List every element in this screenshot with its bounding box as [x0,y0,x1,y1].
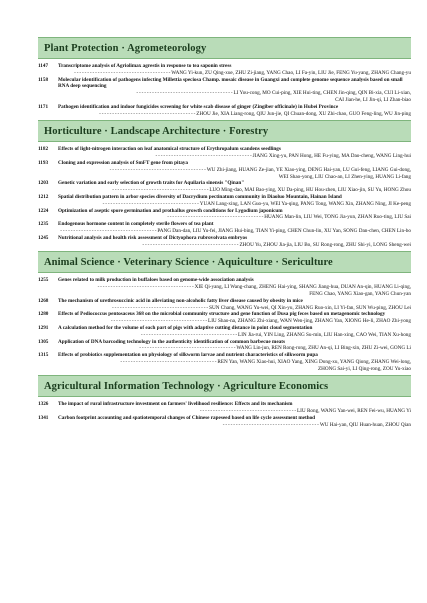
page-number: 1158 [38,76,49,83]
toc-entry[interactable] [38,401,411,415]
article-title[interactable]: Optimization of aseptic spore germination and prothallus growth conditions for Lygodium japonicum [58,207,283,214]
dot-leader: - - - - - - - - - - - - - - - - - - - - - - - - - - - - - - - - - - - - - [60,227,158,234]
article-title[interactable]: Application of DNA barcoding technology in the authenticity identification of common barbecue meats [58,338,285,345]
article-title[interactable]: Nutritional analysis and health risk assessment of Dictyophora rubrovolvata embryos [58,234,248,241]
article-authors [58,70,411,77]
authors-text: YUAN Lang-xing, LAN Guo-yu, WEI Ya-qing, PANG Tong, WANG Xin, ZHANG Ning, JI Ke-peng [199,200,411,207]
dot-leader: - - - - - - - - - - - - - - - - - - - - - - - - - - - - - - - - - - - - - [99,110,197,117]
page-number: 1212 [38,193,49,200]
article-title[interactable]: Cloning and expression analysis of SmFT gene from pitaya [58,159,188,166]
section-heading: Plant Protection · Agrometeorology [38,37,411,59]
authors-text: WU Hai-yan, QIU Huan-huan, ZHOU Qian [319,421,411,428]
dot-leader: - - - - - - - - - - - - - - - - - - - - - - - - - - - - - - - - - - - - - [167,214,265,221]
authors-text: REN Yan, WANG Xiao-hui, XIAO Yang, XING Dong-xu, YANG Qiong, ZHANG Wei-long, [217,358,411,365]
page-number: 1305 [38,338,49,345]
page-number: 1291 [38,324,49,331]
dot-leader: - - - - - - - - - - - - - - - - - - - - - - - - - - - - - - - - - - - - - [111,304,210,311]
authors-text: LIU Rong, WANG Yan-wei, REN Fei-wu, HUANG Yi [297,408,411,415]
dot-leader: - - - - - - - - - - - - - - - - - - - - - - - - - - - - - - - - - - - - - [97,284,195,291]
toc-entry[interactable] [38,339,411,353]
toc-entry[interactable] [38,311,411,325]
article-authors-continued: FENG Chao, YANG Xiao-gan, YANG Chun-yan [309,290,411,297]
page-number: 1315 [38,352,49,359]
article-title[interactable]: Carbon footprint accounting and spatiotemporal changes of Chinese rapeseed based on life cycle assessment method [58,415,316,422]
article-title[interactable]: Effects of Pediococcus pentosaceus 368 on the microbial community structure and gene function of Dusa pig feces based on metagenomic technology [58,311,386,318]
toc-entry[interactable] [38,160,411,180]
toc-entry[interactable] [38,415,411,429]
article-authors [58,305,411,312]
article-authors [58,408,411,415]
authors-text: SUN Chang, WANG Yu-wei, QI Xin-yu, ZHANG Ruo-xin, LI Yi-fan, SUN Wu-ping, ZHOU Lei [209,304,411,311]
page-number: 1182 [38,146,49,153]
section-heading: Agricultural Information Technology · Agriculture Economics [38,375,411,397]
dot-leader: - - - - - - - - - - - - - - - - - - - - - - - - - - - - - - - - - - - - - [140,331,239,338]
dot-leader: - - - - - - - - - - - - - - - - - - - - - - - - - - - - - - - - - - - - - [74,69,172,76]
toc-entry[interactable] [38,352,411,372]
dot-leader: - - - - - - - - - - - - - - - - - - - - - - - - - - - - - - - - - - - - - [112,187,210,194]
dot-leader: - - - - - - - - - - - - - - - - - - - - - - - - - - - - - - - - - - - - - [222,421,320,428]
article-authors [58,111,411,118]
authors-text: ZHOU Jie, XIA Liang-rong, QIU Jun-jie, QI Chuan-dong, XU Zhi-chao, GUO Feng-ling, WU Jin-ping [196,110,411,117]
page-number: 1280 [38,311,49,318]
authors-text: XIE Qi-yang, LI Wang-chang, ZHENG Hai-ying, SHANG Jiang-hua, DUAN An-qin, HUANG Li-qing, [194,284,411,291]
article-authors [58,153,411,160]
article-authors [58,187,411,194]
page-number: 1268 [38,297,49,304]
article-authors-continued: WEI Shao-yong, LIU Chao-an, LI Zhen-ying, HUANG Li-fang [278,173,411,180]
toc-entry[interactable] [38,180,411,194]
article-authors [58,167,411,174]
article-title[interactable]: Genetic variation and early selection of growth traits for Aquilaria sinensis "Qinan" [58,180,245,187]
article-title[interactable]: A calculation method for the volume of each part of pigs with adaptive cutting distance in point cloud segmentation [58,324,313,331]
article-title[interactable]: Effects of probiotics supplementation on physiology of silkworm larvae and nutrient characteristics of silkworm pupa [58,352,318,359]
page-number: 1341 [38,415,49,422]
toc-entry[interactable] [38,298,411,312]
dot-leader: - - - - - - - - - - - - - - - - - - - - - - - - - - - - - - - - - - - - - [142,241,240,248]
article-title[interactable]: Transcriptome analysis of Agriolimax agrestis in response to tea saponin stress [58,63,232,69]
toc-entry[interactable] [38,104,411,118]
article-authors [58,242,411,249]
page-number: 1255 [38,277,49,284]
article-authors-continued: ZHONG Sai-yi, LI Qing-rong, ZOU Yu-xiao [317,365,411,372]
authors-text: LUO Ming-dao, MAI Bao-ying, XU Da-ping, HU Hou-zhen, LIU Xiao-jin, SU Yu, HONG Zhou [209,187,411,194]
toc-entry[interactable] [38,146,411,160]
article-title[interactable]: Pathogen identification and indoor fungicides screening for white scab disease of ginger (Zingiber officinale) in Hubei Province [58,103,339,110]
authors-text: ZHOU Yu, ZHOU Jia-jia, LIU Bo, SU Rong-rong, ZHU Shi-yi, LONG Sheng-wei [239,241,411,248]
page-number: 1147 [38,63,49,69]
authors-text: LIN Jia-rui, YIN Ling, ZHANG Su-min, LIU Han-xing, CAO Wei, TIAN Xu-hong [238,331,411,338]
article-authors [58,359,411,366]
dot-leader: - - - - - - - - - - - - - - - - - - - - - - - - - - - - - - - - - - - - - [120,358,218,365]
page-number: 1171 [38,103,49,110]
article-title[interactable]: Effects of light-nitrogen interaction on leaf anatomical structure of Erythropalum scandens seedlings [58,146,281,153]
article-authors [58,284,411,291]
dot-leader: - - - - - - - - - - - - - - - - - - - - - - - - - - - - - - - - - - - - - [155,153,253,160]
article-title[interactable]: Spatial distribution pattern in arbor species diversity of Dacrydium pectinatum community in Diaoluo Mountain, Hainan Island [58,193,342,200]
article-title[interactable]: Genes related to milk production in buffaloes based on genome-wide association analysis [58,277,254,284]
authors-text: LI You-cong, MO Cui-ping, XIE Hui-ting, CHEN Jin-qing, QIN Bi-xia, CUI Li-xian, [233,90,411,97]
page-number: 1326 [38,401,49,408]
page-number: 1203 [38,180,49,187]
article-authors [58,332,411,339]
article-authors [58,422,411,429]
contents-list [38,37,411,429]
authors-text: JIANG Xing-yu, PAN Hong, HE Fu-ying, MA Dao-cheng, WANG Ling-hui [252,153,411,160]
toc-entry[interactable] [38,77,411,104]
toc-entry[interactable] [38,208,411,222]
authors-text: WANG Yi-kun, ZU Qing-xue, ZHU Zi-jiang, YANG Chao, LI Fa-yin, LIU Jie, FENG Yu-yang, ZHANG Chang-yu [171,69,411,76]
toc-entry[interactable] [38,63,411,77]
article-authors [58,90,411,97]
authors-text: WU Zhi-jiang, HUANG Ze-jian, YE Xiao-ying, DENG Hai-yan, LU Gui-feng, LIANG Gui-dong, [206,166,411,173]
article-authors-continued: CAI Jian-he, LI Jin-qi, LI Zhan-biao [335,96,411,103]
page-number: 1245 [38,234,49,241]
dot-leader: - - - - - - - - - - - - - - - - - - - - - - - - - - - - - - - - - - - - - [102,200,200,207]
article-title[interactable]: Molecular identification of pathogens infecting Millettia speciosa Champ. mosaic disease in Guangxi and complete genome sequence analysis based on small RNA deep sequencing [58,76,403,90]
dot-leader: - - - - - - - - - - - - - - - - - - - - - - - - - - - - - - - - - - - - - [110,318,209,325]
authors-text: HUANG Man-lin, LIU Wei, TONG Jia-yun, ZHAN Ruo-ting, LIU Sai [264,214,411,221]
dot-leader: - - - - - - - - - - - - - - - - - - - - - - - - - - - - - - - - - - - - - [199,408,298,415]
article-authors [58,214,411,221]
article-authors [58,318,411,325]
article-authors [58,201,411,208]
toc-entry[interactable] [38,277,411,297]
article-title[interactable]: The impact of rural infrastructure investment on farmers' livelihood resilience: Effects and its mechanism [58,401,293,408]
dot-leader: - - - - - - - - - - - - - - - - - - - - - - - - - - - - - - - - - - - - - [136,90,234,97]
toc-entry[interactable] [38,235,411,249]
toc-entry[interactable] [38,325,411,339]
article-authors [58,228,411,235]
authors-text: LIU Shao-na, ZHANG Zhi-xiang, WAN Wen-jing, ZHANG Yan, XIONG He-li, ZHAO Zhi-yong [208,318,411,325]
authors-text: PANG Dan-dan, LIU Yu-fei, JIANG Hui-bing, TIAN Yi-ping, CHEN Chun-lin, XU Yan, SONG Dan-chen, CHEN Lin-bo [157,227,411,234]
authors-text: WANG Lin-jun, REN Rong-rong, ZHU An-qi, LI Bing-xin, ZHU Zi-wei, GONG Li [236,345,411,352]
toc-entry[interactable] [38,221,411,235]
dot-leader: - - - - - - - - - - - - - - - - - - - - - - - - - - - - - - - - - - - - - [109,166,207,173]
article-title[interactable]: Endogenous hormone content in completely sterile flowers of tea plant [58,221,214,228]
page-number: 1193 [38,159,49,166]
page-number: 1235 [38,221,49,228]
section-heading: Animal Science · Veterinary Science · Aquiculture · Sericulture [38,251,411,273]
article-title[interactable]: The mechanism of urethrosuccinic acid in alleviating non-alcoholic fatty liver disease caused by obesity in mice [58,297,303,304]
section-heading: Horticulture · Landscape Architecture · Forestry [38,120,411,142]
page-number: 1224 [38,207,49,214]
dot-leader: - - - - - - - - - - - - - - - - - - - - - - - - - - - - - - - - - - - - - [139,345,237,352]
toc-entry[interactable] [38,194,411,208]
article-authors [58,345,411,352]
